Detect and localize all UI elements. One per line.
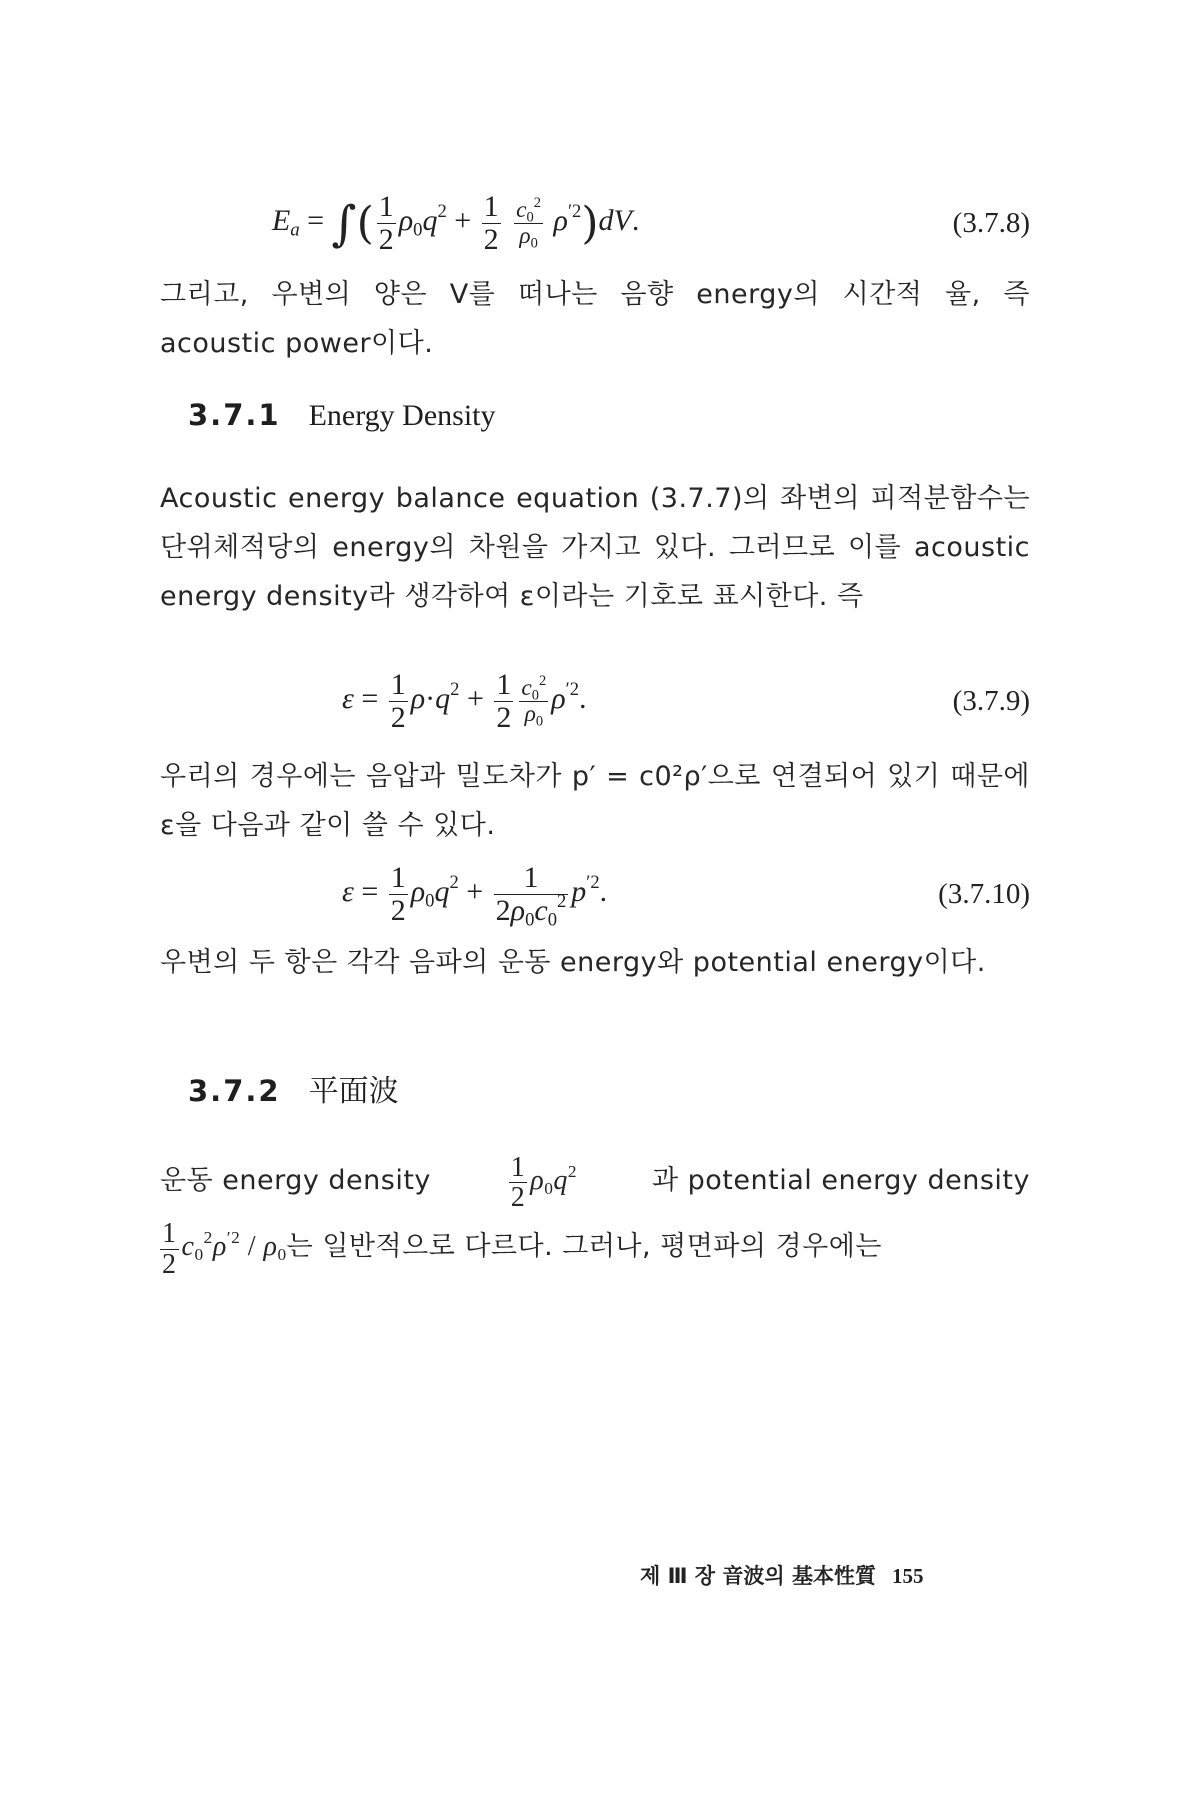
section-number: 3.7.1	[188, 398, 281, 432]
equation-number: (3.7.10)	[938, 878, 1030, 910]
equation-3-7-8	[160, 185, 1030, 255]
paragraph-plane-wave-line-2	[160, 1216, 1030, 1278]
kinetic-density-formula: $\frac{1}{2}$ $\rho_0q^2$	[510, 1151, 578, 1214]
equation-number: (3.7.9)	[952, 685, 1030, 717]
potential-density-formula: $\frac{1}{2}$ $c_0^2\rho^{'2} / \rho_0$	[162, 1218, 287, 1280]
equation-3-7-9-body: ε = $\frac{1}{2}$ $\rho\cdot q^2$ + $\frac{1}{2}$ $\frac{c_0^2}{\rho_0}$ $\rho^{'2}$.	[342, 668, 587, 734]
text-potential-density: 과 potential energy density	[651, 1165, 1030, 1197]
text-generally-different: 는 일반적으로 다르다. 그러나, 평면파의 경우에는	[286, 1231, 882, 1263]
paragraph-kinetic-potential: 우변의 두 항은 각각 음파의 운동 energy와 potential energy이다.	[160, 947, 986, 978]
text-kinetic-density: 운동 energy density	[160, 1165, 431, 1197]
equation-3-7-9	[160, 665, 1030, 735]
section-number: 3.7.2	[188, 1074, 281, 1108]
section-title: 平面波	[308, 1074, 399, 1109]
section-title: Energy Density	[308, 399, 496, 432]
equation-3-7-8-body: $E_a$ = ∫( $\frac{1}{2}$ $\rho_0q^2$ + $\frac{1}{2}$ $\frac{c_0^2}{\rho_0}$ $\rho^{'2})dV$.	[272, 190, 640, 256]
page-footer	[640, 1560, 923, 1590]
equation-number: (3.7.8)	[952, 207, 1030, 239]
paragraph-energy-density: Acoustic energy balance equation (3.7.7)의 좌변의 피적분함수는 단위체적당의 energy의 차원을 가지고 있다. 그러므로 이를 acoustic energy density라 생각하여 ε이라는 기호로 표시한다. 즉	[160, 483, 1030, 612]
paragraph-plane-wave-line-1	[160, 1150, 1030, 1212]
page-number: 155	[891, 1564, 924, 1588]
equation-3-7-10	[160, 858, 1030, 931]
chapter-title: 제 Ⅲ 장 音波의 基本性質	[640, 1564, 876, 1588]
paragraph-acoustic-power: 그리고, 우변의 양은 V를 떠나는 음향 energy의 시간적 율, 즉 acoustic power이다.	[160, 279, 1030, 359]
section-heading-3-7-2	[188, 1066, 399, 1110]
paragraph-plane-wave	[160, 1150, 1030, 1279]
section-heading-3-7-1	[188, 398, 496, 433]
equation-3-7-10-body: ε = $\frac{1}{2}$ $\rho_0q^2$ + $\frac{1}{2\rho_0c_0^2}$ $p^{'2}$.	[342, 861, 608, 931]
paragraph-pressure-density: 우리의 경우에는 음압과 밀도차가 p′ = c0²ρ′으로 연결되어 있기 때문에 ε을 다음과 같이 쓸 수 있다.	[160, 761, 1030, 841]
